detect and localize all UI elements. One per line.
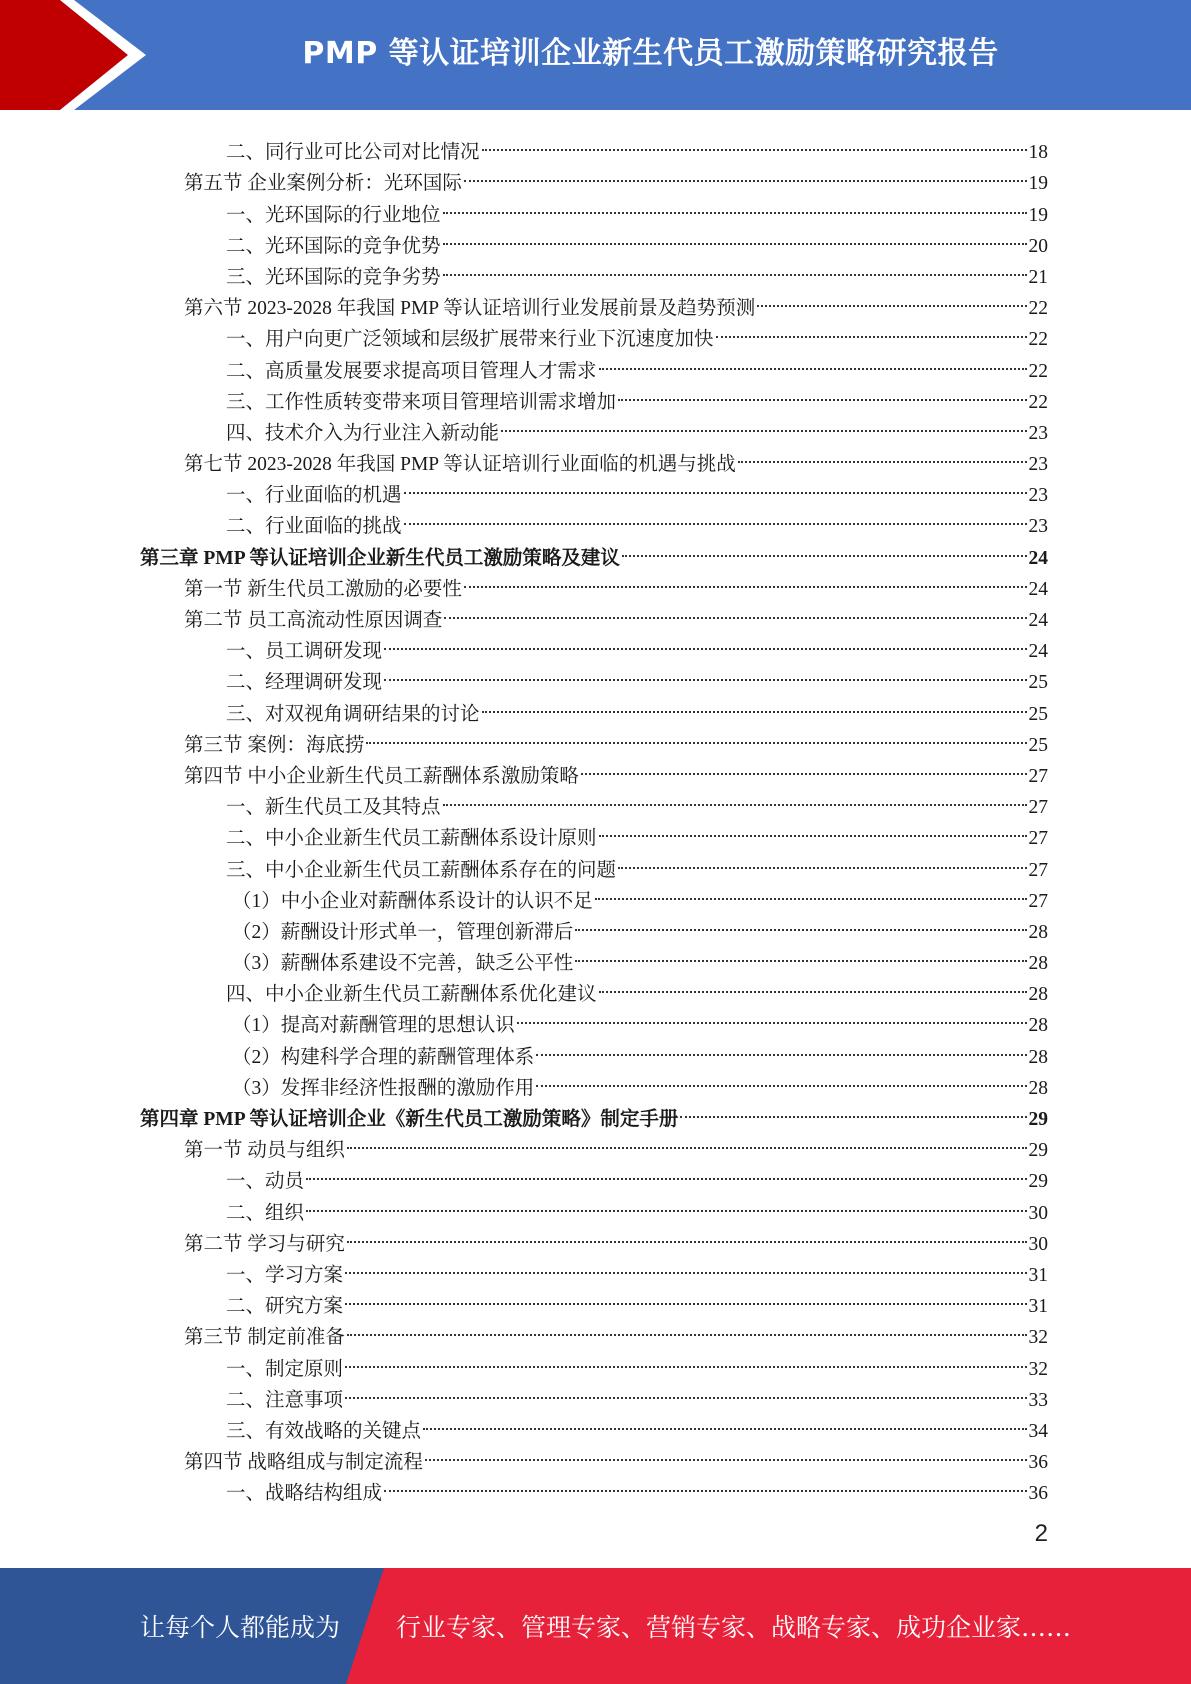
toc-entry-title: 一、行业面临的机遇 xyxy=(226,485,402,507)
toc-entry-page-number: 23 xyxy=(1028,485,1048,507)
toc-entry-page-number: 27 xyxy=(1028,828,1048,850)
toc-dot-leader xyxy=(599,813,1027,844)
toc-entry-page-number: 32 xyxy=(1028,1327,1048,1349)
toc-entry-page-number: 23 xyxy=(1028,422,1048,444)
toc-entry-title: 三、工作性质转变带来项目管理培训需求增加 xyxy=(226,391,617,413)
toc-entry-page-number: 34 xyxy=(1028,1420,1048,1442)
toc-entry-title: 第七节 2023-2028 年我国 PMP 等认证培训行业面临的机遇与挑战 xyxy=(184,454,736,476)
toc-entry-title: （1）提高对薪酬管理的思想认识 xyxy=(232,1015,515,1037)
toc-entry-title: 第四节 中小企业新生代员工薪酬体系激励策略 xyxy=(184,765,579,787)
toc-dot-leader xyxy=(536,1031,1026,1062)
toc-dot-leader xyxy=(680,1094,1026,1125)
toc-entry-page-number: 25 xyxy=(1028,734,1048,756)
toc-dot-leader xyxy=(404,501,1027,532)
toc-entry-title: 三、中小企业新生代员工薪酬体系存在的问题 xyxy=(226,859,617,881)
toc-dot-leader xyxy=(347,1125,1027,1156)
toc-entry-page-number: 28 xyxy=(1028,921,1048,943)
toc-entry-page-number: 28 xyxy=(1028,1046,1048,1068)
toc-dot-leader xyxy=(444,595,1026,626)
toc-entry-title: 三、对双视角调研结果的讨论 xyxy=(226,703,480,725)
toc-entry-page-number: 22 xyxy=(1028,298,1048,320)
toc-entry-page-number: 25 xyxy=(1028,672,1048,694)
toc-entry-page-number: 19 xyxy=(1028,173,1048,195)
toc-dot-leader xyxy=(464,158,1027,189)
toc-entry-title: 第一节 动员与组织 xyxy=(184,1140,345,1162)
toc-entry-title: 四、技术介入为行业注入新动能 xyxy=(226,422,500,444)
toc-entry-title: 第四章 PMP 等认证培训企业《新生代员工激励策略》制定手册 xyxy=(140,1109,679,1130)
toc-entry-page-number: 29 xyxy=(1028,1171,1048,1193)
toc-entry-page-number: 32 xyxy=(1028,1358,1048,1380)
toc-dot-leader xyxy=(536,1063,1026,1094)
toc-entry-title: 二、高质量发展要求提高项目管理人才需求 xyxy=(226,360,597,382)
toc-dot-leader xyxy=(425,1437,1027,1468)
toc-entry-title: （3）薪酬体系建设不完善，缺乏公平性 xyxy=(232,953,574,975)
toc-entry-title: 一、用户向更广泛领域和层级扩展带来行业下沉速度加快 xyxy=(226,329,714,351)
toc-dot-leader xyxy=(599,969,1027,1000)
toc-dot-leader xyxy=(345,1281,1026,1312)
toc-entry-title: 第四节 战略组成与制定流程 xyxy=(184,1452,423,1474)
toc-dot-leader xyxy=(716,314,1027,345)
toc-dot-leader xyxy=(306,1187,1026,1218)
toc-entry-title: （3）发挥非经济性报酬的激励作用 xyxy=(232,1077,535,1099)
toc-entry-page-number: 36 xyxy=(1028,1452,1048,1474)
toc-dot-leader xyxy=(347,1312,1027,1343)
toc-entry-title: 第三节 制定前准备 xyxy=(184,1327,345,1349)
toc-entry-page-number: 24 xyxy=(1028,610,1048,631)
toc-entry-page-number: 28 xyxy=(1028,1015,1048,1037)
toc-dot-leader xyxy=(482,127,1027,158)
toc-dot-leader xyxy=(345,1343,1026,1374)
toc-dot-leader xyxy=(501,408,1026,439)
toc-entry-page-number: 21 xyxy=(1028,266,1048,288)
toc-entry-page-number: 18 xyxy=(1028,142,1048,164)
toc-entry-title: 一、动员 xyxy=(226,1171,305,1193)
toc-entry-title: 第三章 PMP 等认证培训企业新生代员工激励策略及建议 xyxy=(140,547,620,569)
toc-entry-title: 一、制定原则 xyxy=(226,1358,344,1380)
toc-dot-leader xyxy=(517,1000,1027,1031)
toc-entry-page-number: 24 xyxy=(1028,578,1048,600)
footer-banner xyxy=(0,1568,1191,1684)
footer-slogan-right: 行业专家、管理专家、营销专家、战略专家、成功企业家…… xyxy=(396,1613,1072,1642)
toc-entry-title: 二、组织 xyxy=(226,1202,305,1224)
toc-entry-page-number: 28 xyxy=(1028,984,1048,1006)
toc-dot-leader xyxy=(618,377,1026,408)
toc-entry-page-number: 28 xyxy=(1028,1077,1048,1099)
toc-entry-title: 第二节 员工高流动性原因调查 xyxy=(184,610,443,631)
toc-entry-page-number: 24 xyxy=(1028,641,1048,663)
toc-entry-page-number: 33 xyxy=(1028,1389,1048,1411)
toc-entry-page-number: 22 xyxy=(1028,360,1048,382)
toc-dot-leader xyxy=(575,907,1026,938)
toc-entry-title: 第六节 2023-2028 年我国 PMP 等认证培训行业发展前景及趋势预测 xyxy=(184,298,756,320)
toc-entry-title: 第五节 企业案例分析：光环国际 xyxy=(184,173,462,195)
toc-entry-page-number: 27 xyxy=(1028,859,1048,881)
toc-entry-page-number: 31 xyxy=(1028,1264,1048,1286)
toc-dot-leader xyxy=(595,876,1027,907)
toc-dot-leader xyxy=(575,938,1026,969)
toc-entry-title: （1）中小企业对薪酬体系设计的认识不足 xyxy=(232,890,593,912)
toc-entry-title: （2）薪酬设计形式单一，管理创新滞后 xyxy=(232,921,574,943)
toc-dot-leader xyxy=(618,844,1026,875)
toc-entry-title: 二、中小企业新生代员工薪酬体系设计原则 xyxy=(226,828,597,850)
toc-entry-title: 二、行业面临的挑战 xyxy=(226,516,402,538)
toc-entry-page-number: 28 xyxy=(1028,953,1048,975)
toc-entry[interactable] xyxy=(140,127,1048,164)
toc-entry-page-number: 25 xyxy=(1028,703,1048,725)
toc-entry-title: 二、研究方案 xyxy=(226,1296,344,1318)
toc-dot-leader xyxy=(384,657,1026,688)
toc-entry-title: 一、员工调研发现 xyxy=(226,641,383,663)
page-number: 2 xyxy=(1034,1520,1048,1547)
toc-dot-leader xyxy=(345,1375,1026,1406)
toc-entry-title: 一、新生代员工及其特点 xyxy=(226,797,441,819)
toc-entry-title: 一、学习方案 xyxy=(226,1264,344,1286)
toc-entry-page-number: 27 xyxy=(1028,890,1048,912)
toc-entry-title: 第一节 新生代员工激励的必要性 xyxy=(184,578,462,600)
toc-entry-title: 四、中小企业新生代员工薪酬体系优化建议 xyxy=(226,984,597,1006)
toc-entry-title: 二、经理调研发现 xyxy=(226,672,383,694)
table-of-contents xyxy=(140,127,1048,1505)
toc-dot-leader xyxy=(366,720,1026,751)
document-title: PMP 等认证培训企业新生代员工激励策略研究报告 xyxy=(302,36,999,71)
toc-dot-leader xyxy=(443,189,1027,220)
toc-dot-leader xyxy=(347,1219,1027,1250)
toc-dot-leader xyxy=(306,1156,1026,1187)
header-banner xyxy=(0,0,1191,110)
toc-dot-leader xyxy=(757,283,1026,314)
toc-entry-page-number: 23 xyxy=(1028,516,1048,538)
toc-dot-leader xyxy=(404,470,1027,501)
toc-entry-page-number: 30 xyxy=(1028,1202,1048,1224)
toc-entry-page-number: 22 xyxy=(1028,391,1048,413)
toc-dot-leader xyxy=(443,252,1027,283)
toc-entry-page-number: 24 xyxy=(1028,547,1048,569)
toc-entry-title: 一、光环国际的行业地位 xyxy=(226,204,441,226)
toc-dot-leader xyxy=(384,626,1026,657)
toc-entry-page-number: 30 xyxy=(1028,1233,1048,1255)
toc-dot-leader xyxy=(599,345,1027,376)
toc-entry-page-number: 31 xyxy=(1028,1296,1048,1318)
toc-entry-page-number: 22 xyxy=(1028,329,1048,351)
toc-entry-title: 二、光环国际的竞争优势 xyxy=(226,235,441,257)
toc-entry-title: 一、战略结构组成 xyxy=(226,1483,383,1505)
toc-entry-title: （2）构建科学合理的薪酬管理体系 xyxy=(232,1046,535,1068)
toc-entry-page-number: 29 xyxy=(1028,1140,1048,1162)
toc-dot-leader xyxy=(443,782,1027,813)
toc-entry-title: 二、注意事项 xyxy=(226,1389,344,1411)
toc-dot-leader xyxy=(423,1406,1026,1437)
toc-entry-page-number: 36 xyxy=(1028,1483,1048,1505)
toc-dot-leader xyxy=(464,564,1027,595)
toc-dot-leader xyxy=(345,1250,1026,1281)
toc-entry-title: 二、同行业可比公司对比情况 xyxy=(226,142,480,164)
toc-entry-title: 三、有效战略的关键点 xyxy=(226,1420,422,1442)
toc-dot-leader xyxy=(581,751,1027,782)
toc-entry-page-number: 23 xyxy=(1028,454,1048,476)
toc-entry-title: 三、光环国际的竞争劣势 xyxy=(226,266,441,288)
toc-entry-page-number: 27 xyxy=(1028,765,1048,787)
toc-entry-page-number: 29 xyxy=(1028,1109,1048,1130)
toc-dot-leader xyxy=(738,439,1027,470)
toc-dot-leader xyxy=(384,1468,1026,1499)
toc-dot-leader xyxy=(443,221,1027,252)
toc-entry-title: 第二节 学习与研究 xyxy=(184,1233,345,1255)
toc-entry-page-number: 19 xyxy=(1028,204,1048,226)
toc-entry-page-number: 20 xyxy=(1028,235,1048,257)
toc-dot-leader xyxy=(622,532,1027,563)
toc-dot-leader xyxy=(482,688,1027,719)
footer-slogan-left: 让每个人都能成为 xyxy=(140,1613,341,1642)
toc-entry-title: 第三节 案例：海底捞 xyxy=(184,734,365,756)
toc-entry-page-number: 27 xyxy=(1028,797,1048,819)
